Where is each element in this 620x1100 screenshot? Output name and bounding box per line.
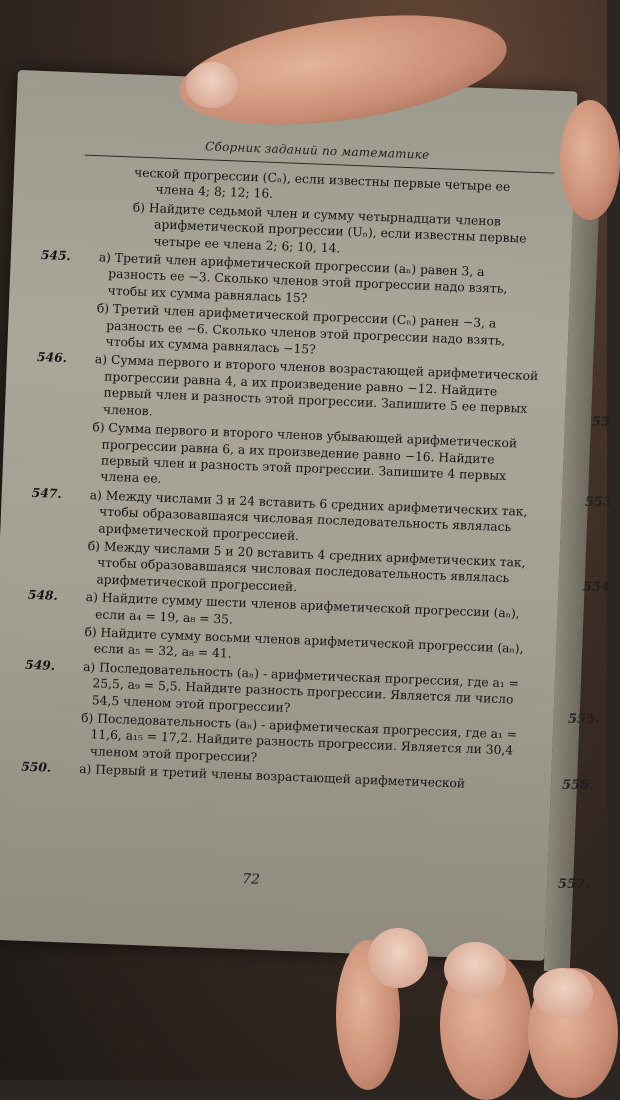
- side-number: 55: [592, 415, 611, 430]
- book-page: [0, 70, 578, 961]
- bottom-nail-3: [533, 968, 593, 1018]
- side-number: 557.: [558, 877, 590, 892]
- problem-text: б) Между числами 5 и 20 вставить 4 средних арифметических так, чтобы образовавшаяся числовая последовательность являлась арифметической прогрессией.: [87, 538, 526, 594]
- bottom-nail-1: [368, 928, 428, 988]
- problems-text: [21, 161, 549, 797]
- problem-text: а) Первый и третий члены возрастающей арифметической: [78, 762, 466, 791]
- problem-text: ческой прогрессии (Cₙ), если известны первые четыре ее члена 4; 8; 12; 16.: [133, 165, 511, 202]
- problem-number: 548.: [27, 586, 59, 604]
- problem-text: а) Третий член арифметической прогрессии (aₙ) равен 3, а разность ее −3. Сколько членов этой прогрессии надо взять, чтобы их сумма равнялась 15?: [98, 250, 508, 306]
- problem-number: 547.: [31, 484, 63, 501]
- problem-number: 545.: [40, 247, 72, 264]
- problem-text: б) Сумма первого и второго членов убывающей арифметической прогрессии равна 6, а их произведение равно −16. Найдите первый член и разность этой прогрессии. Запишите 4 первых члена ее.: [92, 420, 518, 487]
- problem-text: а) Найдите сумму шести членов арифметической прогрессии (aₙ), если a₄ = 19, a₈ = 35.: [85, 590, 521, 627]
- side-number: 556.: [562, 778, 594, 793]
- problem-text: б) Третий член арифметической прогрессии (Cₙ) ранен −3, а разность ее −6. Сколько членов этой прогрессии надо взять, чтобы их сумма равнялась −15?: [96, 301, 506, 357]
- problem-text: а) Между числами 3 и 24 вставить 6 средних арифметических так, чтобы образовавшаяся числовая последовательность являлась арифметической прогрессией.: [89, 487, 528, 543]
- running-head: Сборник заданий по математике: [204, 139, 430, 162]
- problem-text: б) Найдите седьмой член и сумму четырнадцати членов арифметической прогрессии (Uₙ), если известны первые четыре ее члена 2; 6; 10, 14.: [132, 200, 527, 256]
- page-number: 72: [241, 871, 261, 888]
- top-thumb-nail: [186, 62, 238, 108]
- side-number: 553: [585, 495, 613, 510]
- bottom-nail-2: [444, 942, 506, 996]
- side-number: 554.: [583, 580, 615, 595]
- problem-text: б) Найдите сумму восьми членов арифметической прогрессии (aₙ), если a₅ = 32, a₈ = 41.: [84, 624, 524, 662]
- problem-text: а) Последовательность (aₙ) - арифметическая прогрессия, где a₁ = 25,5, a₉ = 5,5. Найдите разность прогрессии. Является ли число 54,5 членом этой прогрессии?: [82, 659, 520, 715]
- side-number: 555.: [568, 712, 600, 727]
- problem-text: а) Сумма первого и второго членов возрастающей арифметической прогрессии равна 4, а их произведение равно −12. Найдите первый член и разность этой прогрессии. Запишите 5 ее первых членов.: [94, 352, 539, 419]
- problem-text: б) Последовательность (aₙ) - арифметическая прогрессия, где a₁ = 11,6, a₁₅ = 17,2. Найдите разность прогрессии. Является ли 30,4 членом этой прогрессии?: [80, 710, 518, 765]
- right-finger: [560, 100, 620, 220]
- problem-number: 546.: [36, 349, 68, 366]
- problem-number: 550.: [20, 758, 52, 776]
- problem-number: 549.: [24, 656, 56, 673]
